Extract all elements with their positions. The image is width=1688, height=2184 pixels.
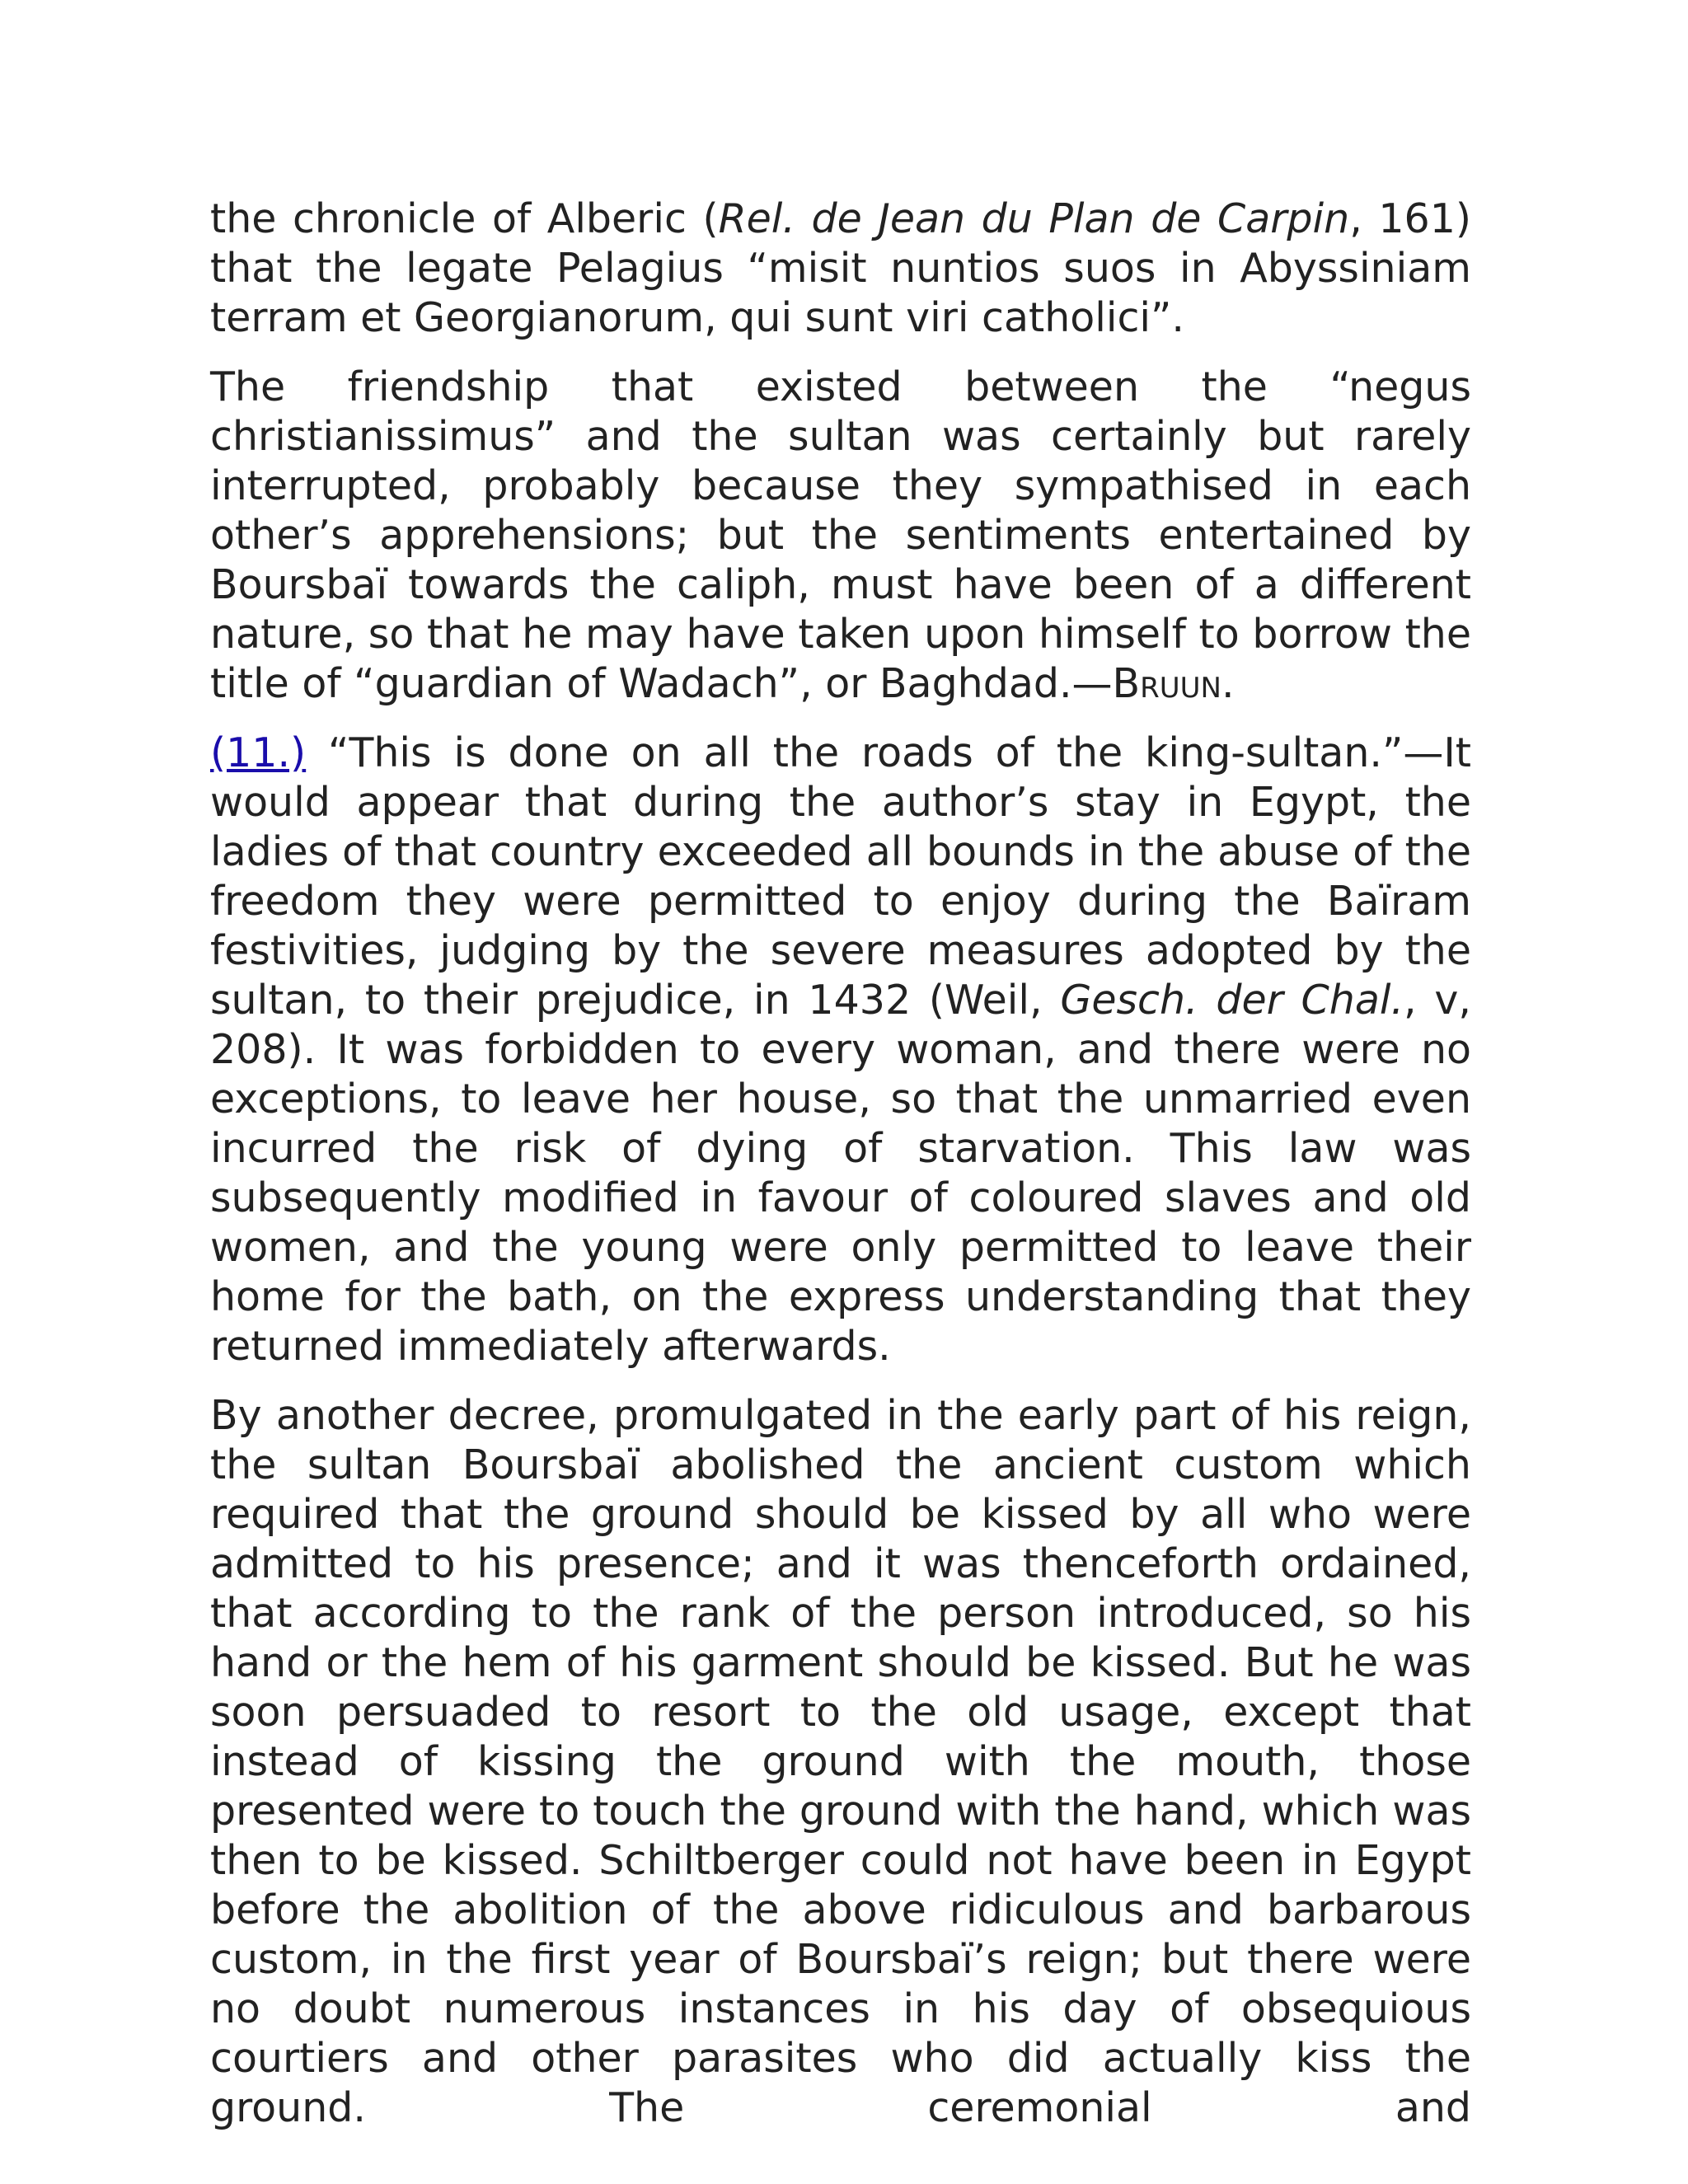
- page-body: [210, 194, 1471, 2153]
- text-segment: , 161) that the legate Pelagius “misit nuntios suos in Abyssiniam terram et Georgianorum, qui sunt viri catholici”.: [210, 195, 1471, 341]
- text-segment: , v, 208). It was forbidden to every woman, and there were no exceptions, to leave her house, so that the unmarried even incurred the risk of dying of starvation. This law was subsequently modified in favour of coloured slaves and old women, and the young were only permitted to leave their home for the bath, on the express understanding that they returned immediately afterwards.: [210, 977, 1471, 1370]
- text-segment: By another decree, promulgated in the early part of his reign, the sultan Boursbaï abolished the ancient custom which required that the ground should be kissed by all who were admitted to his presence; and it was thenceforth ordained, that according to the rank of the person introduced, so his hand or the hem of his garment should be kissed. But he was soon persuaded to resort to the old usage, except that instead of kissing the ground with the mouth, those presented were to touch the ground with the hand, which was then to be kissed. Schiltberger could not have been in Egypt before the abolition of the above ridiculous and barbarous custom, in the first year of Boursbaï’s reign; but there were no doubt numerous instances in his day of obsequious courtiers and other parasites who did actually kiss the ground. The ceremonial and: [210, 1392, 1471, 2131]
- paragraph-note-11: [210, 729, 1471, 1371]
- text-segment: The friendship that existed between the “negus christianissimus” and the sultan was certainly but rarely interrupted, probably because they sympathised in each other’s apprehensions; but the sentiments entertained by Boursbaï towards the caliph, must have been of a different nature, so that he may have taken upon himself to borrow the title of “guardian of Wadach”, or Baghdad.—: [210, 363, 1471, 707]
- paragraph-alberic-chronicle: [210, 194, 1471, 343]
- author-signature-bruun: Bruun: [1112, 660, 1221, 707]
- text-segment: .: [1221, 660, 1235, 707]
- italic-title-gesch-der-chal: Gesch. der Chal.: [1060, 977, 1404, 1024]
- paragraph-kissing-decree: [210, 1391, 1471, 2133]
- text-segment: the chronicle of Alberic (: [210, 195, 719, 242]
- italic-title-rel-de-jean: Rel. de Jean du Plan de Carpin: [718, 195, 1350, 242]
- paragraph-negus-friendship: [210, 363, 1471, 709]
- text-segment: “This is done on all the roads of the king-sultan.”—It would appear that during the author’s stay in Egypt, the ladies of that country exceeded all bounds in the abuse of the freedom they were permitted to enjoy during the Baïram festivities, judging by the severe measures adopted by the sultan, to their prejudice, in 1432 (Weil,: [210, 729, 1471, 1024]
- footnote-link-11[interactable]: (11.): [210, 729, 307, 776]
